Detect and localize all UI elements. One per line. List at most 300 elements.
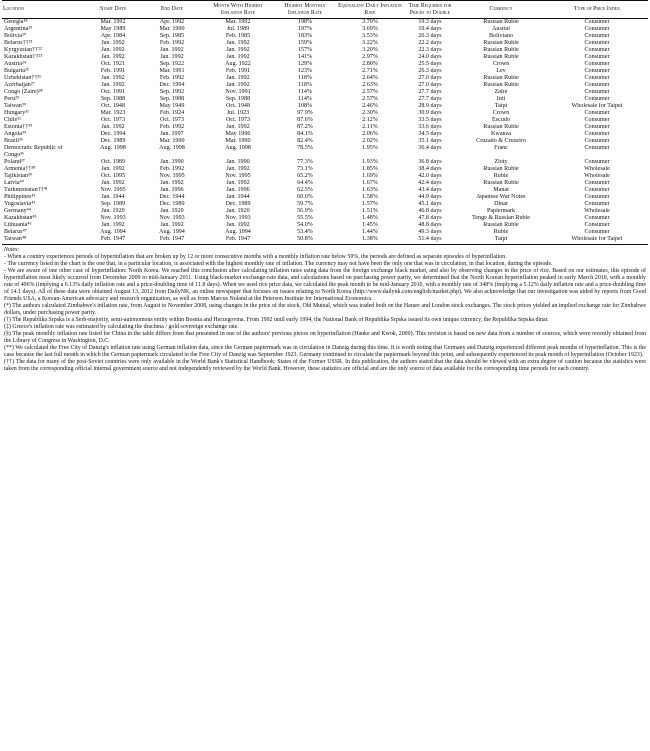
cell-location: Kazakhstan⁴⁵ [4,215,37,222]
cell-peak-month: Mar. 1992 [225,19,251,26]
column-header-currency: Currency [456,1,546,19]
cell-highest-monthly-rate: 56.9% [297,208,313,215]
cell-price-index-type: Consumer [584,194,610,201]
cell-start-date: Jan. 1992 [101,180,125,187]
column-header-doubling-time: Time Required for Prices to Double [404,1,456,19]
cell-doubling-time: 47.8 days [418,215,442,222]
cell-start-date: Jan. 1992 [101,166,125,173]
cell-price-index-type: Consumer [584,75,610,82]
cell-highest-monthly-rate: 97.9% [297,110,313,117]
cell-peak-month: Jan. 1992 [226,40,250,47]
cell-highest-monthly-rate: 141% [297,54,313,61]
cell-end-date: Feb. 1992 [159,166,185,173]
table-row [2,124,648,131]
column-header-location: Location [2,1,84,19]
cell-daily-rate: 2.57% [362,89,378,96]
cell-price-index-type: Consumer [584,26,610,33]
cell-doubling-time: 44.9 days [418,194,442,201]
cell-doubling-time: 36.8 days [418,159,442,166]
cell-start-date: Dec. 1989 [100,138,126,145]
cell-peak-month: Jan. 1996 [226,187,250,194]
table-row [2,68,648,75]
cell-end-date: Sep. 1922 [159,61,185,68]
cell-peak-month: Jan. 1992 [226,82,250,89]
cell-doubling-time: 27.7 days [418,96,442,103]
cell-currency: Ruble [493,229,509,236]
cell-peak-month: Oct. 1973 [225,117,251,124]
table-row [2,96,648,103]
cell-start-date: Mar. 1992 [100,19,126,26]
note-paragraph: (‡) Greece's inflation rate was estimated by calculating the drachma / gold sovereign exchange rate. [4,324,239,331]
cell-start-date: Oct. 1973 [100,117,126,124]
cell-currency: Tenge & Russian Ruble [472,215,530,222]
cell-price-index-type: Consumer [584,117,610,124]
cell-currency: Lev [496,68,506,75]
cell-end-date: Jan. 1992 [160,54,184,61]
cell-daily-rate: 1.93% [362,159,378,166]
table-row [2,75,648,82]
cell-start-date: Aug. 1994 [100,229,126,236]
cell-currency: Japanese War Notes [476,194,526,201]
cell-start-date: Aug. 1998 [100,145,126,152]
cell-highest-monthly-rate: 77.3% [297,159,313,166]
cell-start-date: Nov. 1993 [100,215,126,222]
cell-location: Azerbaijan²⁷ [4,82,35,89]
cell-price-index-type: Consumer [584,68,610,75]
cell-highest-monthly-rate: 53.4% [297,229,313,236]
table-row [2,40,648,47]
cell-highest-monthly-rate: 84.1% [297,131,313,138]
cell-start-date: Oct. 1995 [100,173,126,180]
cell-peak-month: Jan. 1992 [226,222,250,229]
cell-currency: Russian Ruble [483,124,519,131]
cell-peak-month: Nov. 1995 [225,173,251,180]
cell-price-index-type: Consumer [584,180,610,187]
note-paragraph: (§) The peak monthly inflation rate listed for China in the table differs from that presented in one of the authors' previous pieces on hyperinflation (Hanke and Kwok, 2009). This revision is based on new data from a number of sources, which were recently obtained from the Library of Congress in Washington, D.C. [4,331,646,345]
table-row [2,187,648,194]
cell-currency: Dinar [494,201,508,208]
note-paragraph: - When a country experiences periods of hyperinflation that are broken up by 12 or more consecutive months with a monthly inflation rate below 50%, the periods are defined as separate episodes of hyperinflation. [4,254,507,261]
cell-location: Kazakhstan††²³ [4,54,43,61]
cell-location: Bulgaria²⁵ [4,68,29,75]
cell-start-date: Jan. 1920 [101,208,125,215]
cell-daily-rate: 2.06% [362,131,378,138]
cell-peak-month: Dec. 1989 [225,201,251,208]
note-paragraph: (**) We calculated the Free City of Danzig's inflation rate using German inflation data, since the German papiermark was in circulation in Danzig during this time. It is worth noting that Germany and Danzig experienced different peak months of hyperinflation. This is the case because the last full month in which the German papiermark circulated in the Free City of Danzig was September 1923. Germany continued to circulate the papiermark beyond this point, and subsequently experienced its peak month of hyperinflation (October 1923). [4,345,646,359]
cell-daily-rate: 1.67% [362,180,378,187]
cell-start-date: Oct. 1948 [100,103,126,110]
cell-currency: Kwanza [491,131,511,138]
cell-doubling-time: 34.5 days [418,131,442,138]
cell-daily-rate: 2.64% [362,75,378,82]
column-header-end-date: End Date [142,1,202,19]
cell-location: Tajikistan³⁹ [4,173,32,180]
cell-doubling-time: 30.9 days [418,110,442,117]
cell-end-date: Feb. 1992 [159,75,185,82]
table-row [2,103,648,110]
cell-end-date: Jan. 1997 [160,131,184,138]
cell-peak-month: May 1996 [225,131,251,138]
cell-start-date: Jan. 1944 [101,194,125,201]
cell-currency: Ruble [493,173,509,180]
cell-end-date: Jan. 1992 [160,47,184,54]
cell-price-index-type: Wholesale for Taipei [571,103,623,110]
cell-highest-monthly-rate: 87.2% [297,124,313,131]
cell-price-index-type: Consumer [584,215,610,222]
cell-peak-month: Nov. 1993 [225,215,251,222]
cell-doubling-time: 27.0 days [418,82,442,89]
cell-daily-rate: 2.30% [362,110,378,117]
cell-doubling-time: 49.3 days [418,229,442,236]
cell-location: Poland³⁷ [4,159,25,166]
cell-location: Uzbekistan††²⁶ [4,75,42,82]
note-paragraph: - The currency listed in the chart is the one that, in a particular location, is associated with the highest monthly rate of inflation. The currency may not have been the only one that was in circulation, in that location, during the episode. [4,261,553,268]
cell-end-date: Nov. 1993 [159,215,185,222]
hyperinflation-table [2,0,648,245]
cell-currency: Boliviano [488,33,514,40]
cell-location: Philippines⁴² [4,194,36,201]
cell-peak-month: Jan. 1992 [226,47,250,54]
cell-location: Lithuania⁴⁶ [4,222,32,229]
cell-currency: Inti [496,96,506,103]
cell-currency: Russian Ruble [483,19,519,26]
cell-doubling-time: 35.1 days [418,138,442,145]
cell-currency: Zloty [494,159,508,166]
cell-doubling-time: 48.8 days [418,222,442,229]
cell-end-date: Mar. 1991 [159,68,185,75]
cell-daily-rate: 3.20% [362,47,378,54]
cell-end-date: Jan. 1996 [160,187,184,194]
cell-daily-rate: 3.53% [362,33,378,40]
table-row [2,166,648,173]
cell-daily-rate: 1.85% [362,166,378,173]
cell-peak-month: Jan. 1992 [226,180,250,187]
cell-start-date: Mar. 1923 [100,110,126,117]
cell-doubling-time: 27.7 days [418,89,442,96]
cell-start-date: Jan. 1992 [101,47,125,54]
cell-daily-rate: 1.45% [362,222,378,229]
cell-highest-monthly-rate: 114% [298,89,312,96]
cell-doubling-time: 38.4 days [418,166,442,173]
table-row [2,82,648,89]
cell-currency: Russian Ruble [483,47,519,54]
cell-daily-rate: 1.44% [362,229,378,236]
cell-doubling-time: 51.4 days [404,236,456,245]
cell-price-index-type: Consumer [584,124,610,131]
cell-highest-monthly-rate: 183% [297,33,313,40]
cell-doubling-time: 46.8 days [418,208,442,215]
cell-location: Taiwan³⁰ [4,103,27,110]
cell-doubling-time: 24.0 days [418,54,442,61]
cell-doubling-time: 25.5 days [418,61,442,68]
cell-peak-month: Jan. 1920 [226,208,250,215]
cell-daily-rate: 2.11% [362,124,378,131]
cell-price-index-type: Consumer [584,145,610,152]
table-row [2,19,648,27]
cell-end-date: Dec. 1989 [159,201,185,208]
cell-peak-month: Jan. 1990 [226,159,250,166]
cell-price-index-type: Wholesale for Taipei [546,236,648,245]
cell-end-date: Mar. 1990 [159,26,185,33]
cell-peak-month: Jan. 1992 [226,75,250,82]
cell-price-index-type: Consumer [584,138,610,145]
cell-currency: Crown [492,110,510,117]
cell-daily-rate: 2.57% [362,96,378,103]
cell-daily-rate: 1.57% [362,201,378,208]
cell-start-date: Oct. 1991 [100,89,126,96]
cell-peak-month: Nov. 1991 [225,89,251,96]
table-row [2,131,648,138]
table-row [2,33,648,40]
cell-location: Argentina¹⁹ [4,26,33,33]
cell-daily-rate: 1.51% [362,208,378,215]
cell-daily-rate: 2.46% [362,103,378,110]
cell-doubling-time: 42.4 days [418,180,442,187]
cell-highest-monthly-rate: 60.0% [297,194,313,201]
table-row [2,229,648,236]
cell-currency: Cruzado & Cruzeiro [476,138,526,145]
cell-end-date: May 1949 [159,103,185,110]
cell-start-date: Jan. 1992 [101,75,125,82]
note-paragraph: (†) The Republika Srpska is a Serb-majority, semi-autonomous entity within Bosnia and Herzegovina. From 1992 until early 1994, the National Bank of Republika Srpska issued its own unique currency, the Republika Srpska dinar. [4,317,549,324]
cell-peak-month: Jul. 1923 [226,110,250,117]
cell-location: Brazil³⁵ [4,138,23,145]
cell-end-date: Dec. 1944 [159,194,185,201]
note-paragraph: - We are aware of one other case of hyperinflation: North Korea. We reached this conclusion after calculating inflation rates using data from the foreign exchange black market, and also by observing changes in the price of rice. Based on our estimates, this episode of hyperinflation most likely occurred from December 2009 to mid-January 2011. Using black-market exchange-rate data, and calculations based on purchasing power parity, we determined that the North Korean hyperinflation peaked in early March 2010, with a monthly rate of 496% (implying a 6.13% daily inflation rate and a price-doubling time of 11.8 days). When we used rice price data, we calculated the peak month to be mid-January 2010, with a monthly rate of 348% (implying a 5.12% daily inflation rate and a price-doubling time of 14.1 days). All of these data were obtained August 13, 2012 from DailyNK, an online newspaper that focuses on issues relating to North Korea (http://www.dailynk.com/english/market.php). We also acknowledge that our investigation was aided by reports from Good Friends USA, a Korean-American advocacy and research organization, as well as from Marcus Noland at the Peterson Institute for International Economics. [4,268,646,303]
cell-currency: Taipi [456,236,546,245]
cell-highest-monthly-rate: 59.7% [297,201,313,208]
cell-price-index-type: Consumer [584,40,610,47]
column-header-price-index-type: Type of Price Index [546,1,648,19]
cell-start-date: Sep. 1989 [100,201,126,208]
cell-highest-monthly-rate: 197% [297,26,313,33]
cell-highest-monthly-rate: 157% [297,47,313,54]
cell-doubling-time: 42.0 days [418,173,442,180]
table-row [2,61,648,68]
cell-end-date: Jan. 1992 [160,180,184,187]
cell-peak-month: Feb. 1947 [202,236,274,245]
table-row [2,26,648,33]
cell-end-date: Mar. 1990 [159,138,185,145]
cell-highest-monthly-rate: 114% [298,96,312,103]
column-header-highest-monthly-rate: Highest Monthly Inflation Rate [274,1,336,19]
table-row [2,117,648,124]
column-header-peak-month: Month With Highest Inflation Rate [202,1,274,19]
cell-location: Congo (Zaire)²⁸ [4,89,43,96]
cell-peak-month: Aug. 1994 [225,229,251,236]
cell-highest-monthly-rate: 82.4% [297,138,313,145]
cell-location: Chile³² [4,117,21,124]
cell-currency: Crown [492,61,510,68]
table-row [2,47,648,54]
cell-location: Germany⁴⁴ [4,208,31,215]
cell-price-index-type: Consumer [584,229,610,236]
cell-peak-month: Aug. 1998 [225,145,251,152]
cell-location: Yugoslavia⁴³ [4,201,36,208]
cell-peak-month: Mar. 1990 [225,138,251,145]
cell-daily-rate: 2.97% [362,54,378,61]
table-row [2,159,648,166]
cell-highest-monthly-rate: 64.4% [297,180,313,187]
cell-daily-rate: 3.70% [362,19,378,26]
table-row [2,180,648,187]
cell-price-index-type: Consumer [584,33,610,40]
cell-end-date: Feb. 1924 [159,110,185,117]
cell-location: Hungary³¹ [4,110,29,117]
cell-location: Belarus⁴⁷ [4,229,27,236]
cell-end-date: Feb. 1992 [159,124,185,131]
cell-start-date: Jan. 1992 [101,54,125,61]
cell-highest-monthly-rate: 62.5% [297,187,313,194]
notes-title: Notes: [4,247,20,254]
table-row [2,54,648,61]
cell-end-date: Jan. 1920 [160,208,184,215]
cell-peak-month: Oct. 1948 [225,103,251,110]
cell-currency: Taipi [494,103,508,110]
table-row [2,110,648,117]
column-header-daily-rate: Equivalent Daily Inflation Rate [336,1,404,19]
cell-doubling-time: 33.6 days [418,124,442,131]
cell-price-index-type: Consumer [584,131,610,138]
cell-currency: Escudo [492,117,510,124]
cell-start-date: Feb. 1991 [100,68,126,75]
cell-start-date: Jan. 1992 [101,82,125,89]
cell-price-index-type: Consumer [584,54,610,61]
cell-peak-month: Feb. 1991 [225,68,251,75]
cell-location: Estonia††³³ [4,124,33,131]
table-row [2,138,648,145]
table-row [2,222,648,229]
cell-daily-rate: 3.69% [362,26,378,33]
cell-daily-rate: 2.02% [362,138,378,145]
cell-highest-monthly-rate: 54.0% [297,222,313,229]
table-row [2,208,648,215]
cell-price-index-type: Consumer [584,187,610,194]
cell-location: Peru²⁹ [4,96,20,103]
cell-doubling-time: 26.3 days [418,68,442,75]
cell-currency: Russian Ruble [483,40,519,47]
cell-price-index-type: Wholesale [584,208,610,215]
cell-currency: Russian Ruble [483,222,519,229]
cell-doubling-time: 43.4 days [418,187,442,194]
table-row [2,89,648,96]
cell-currency: Russian Ruble [483,82,519,89]
cell-start-date: Nov. 1995 [100,187,126,194]
table-row [2,194,648,201]
cell-doubling-time: 20.3 days [418,33,442,40]
cell-daily-rate: 2.12% [362,117,378,124]
cell-start-date: Apr. 1984 [100,33,126,40]
cell-doubling-time: 45.1 days [418,201,442,208]
cell-peak-month: Jan. 1992 [226,124,250,131]
cell-doubling-time: 22.3 days [418,47,442,54]
cell-peak-month: Sep. 1988 [225,96,251,103]
cell-end-date: Apr. 1992 [159,19,185,26]
cell-highest-monthly-rate: 198% [297,19,313,26]
cell-daily-rate: 2.63% [362,82,378,89]
cell-doubling-time: 22.2 days [418,40,442,47]
cell-daily-rate: 1.48% [362,215,378,222]
cell-price-index-type: Consumer [584,19,610,26]
cell-highest-monthly-rate: 87.6% [297,117,313,124]
cell-currency: Russian Ruble [483,180,519,187]
note-paragraph: (*) The authors calculated Zimbabwe's inflation rate, from August to November 2008, using changes in the price of the stock, Old Mutual, which was traded both on the Harare and London stock exchanges. The stock prices yielded an implied exchange rate for Zimbabwe dollars, under purchasing power parity. [4,303,646,317]
cell-peak-month: Jan. 1992 [226,166,250,173]
cell-location: Belarus††²¹ [4,40,33,47]
cell-daily-rate: 2.80% [362,61,378,68]
cell-end-date: Oct. 1973 [159,117,185,124]
cell-daily-rate: 1.38% [336,236,404,245]
cell-end-date: Nov. 1995 [159,173,185,180]
cell-highest-monthly-rate: 65.2% [297,173,313,180]
cell-start-date: May 1989 [100,26,126,33]
cell-price-index-type: Consumer [584,96,610,103]
cell-price-index-type: Consumer [584,159,610,166]
table-header-row [2,1,648,19]
cell-price-index-type: Consumer [584,110,610,117]
cell-daily-rate: 3.22% [362,40,378,47]
table-row [2,236,648,245]
cell-location: Turkmenistan††⁴¹ [4,187,48,194]
cell-peak-month: Jan. 1944 [226,194,250,201]
cell-start-date: Dec. 1994 [100,131,126,138]
cell-location: Armenia††³⁸ [4,166,36,173]
cell-start-date: Feb. 1947 [84,236,142,245]
cell-doubling-time: 19.4 days [418,26,442,33]
cell-start-date: Jan. 1992 [101,40,125,47]
cell-currency: Russian Ruble [483,166,519,173]
cell-end-date: Jan. 1992 [160,222,184,229]
cell-doubling-time: 19.3 days [418,19,442,26]
cell-doubling-time: 28.9 days [418,103,442,110]
cell-daily-rate: 2.71% [362,68,378,75]
cell-start-date: Jan. 1992 [101,124,125,131]
cell-end-date: Feb. 1947 [142,236,202,245]
cell-currency: Zaïre [494,89,508,96]
cell-highest-monthly-rate: 55.5% [297,215,313,222]
cell-price-index-type: Wholesale [584,166,610,173]
cell-location: Angola³⁴ [4,131,26,138]
cell-currency: Russian Ruble [483,75,519,82]
cell-peak-month: Aug. 1922 [225,61,251,68]
cell-location: Latvia⁴⁰ [4,180,25,187]
cell-doubling-time: 36.4 days [418,145,442,152]
cell-end-date: Sep. 1992 [159,89,185,96]
cell-end-date: Dec. 1994 [159,82,185,89]
table-row [2,145,648,159]
cell-peak-month: Feb. 1985 [225,33,251,40]
cell-price-index-type: Wholesale [584,173,610,180]
notes-section [4,247,646,373]
cell-currency: Papiermark [486,208,516,215]
cell-end-date: Jan. 1990 [160,159,184,166]
cell-end-date: Sep. 1985 [159,33,185,40]
cell-location: Austria²⁴ [4,61,26,68]
cell-highest-monthly-rate: 129% [297,61,313,68]
cell-end-date: Feb. 1992 [159,40,185,47]
cell-start-date: Sep. 1988 [100,96,126,103]
cell-end-date: Sep. 1988 [159,96,185,103]
cell-price-index-type: Consumer [584,61,610,68]
column-header-start-date: Start Date [84,1,142,19]
cell-location: Democratic Republic of Congo³⁶ [4,145,63,159]
table-row [2,201,648,208]
table-row [2,215,648,222]
cell-end-date: Aug. 1998 [159,145,185,152]
cell-currency: Austral [492,26,510,33]
cell-start-date: Oct. 1921 [100,61,126,68]
cell-peak-month: Jan. 1992 [226,54,250,61]
